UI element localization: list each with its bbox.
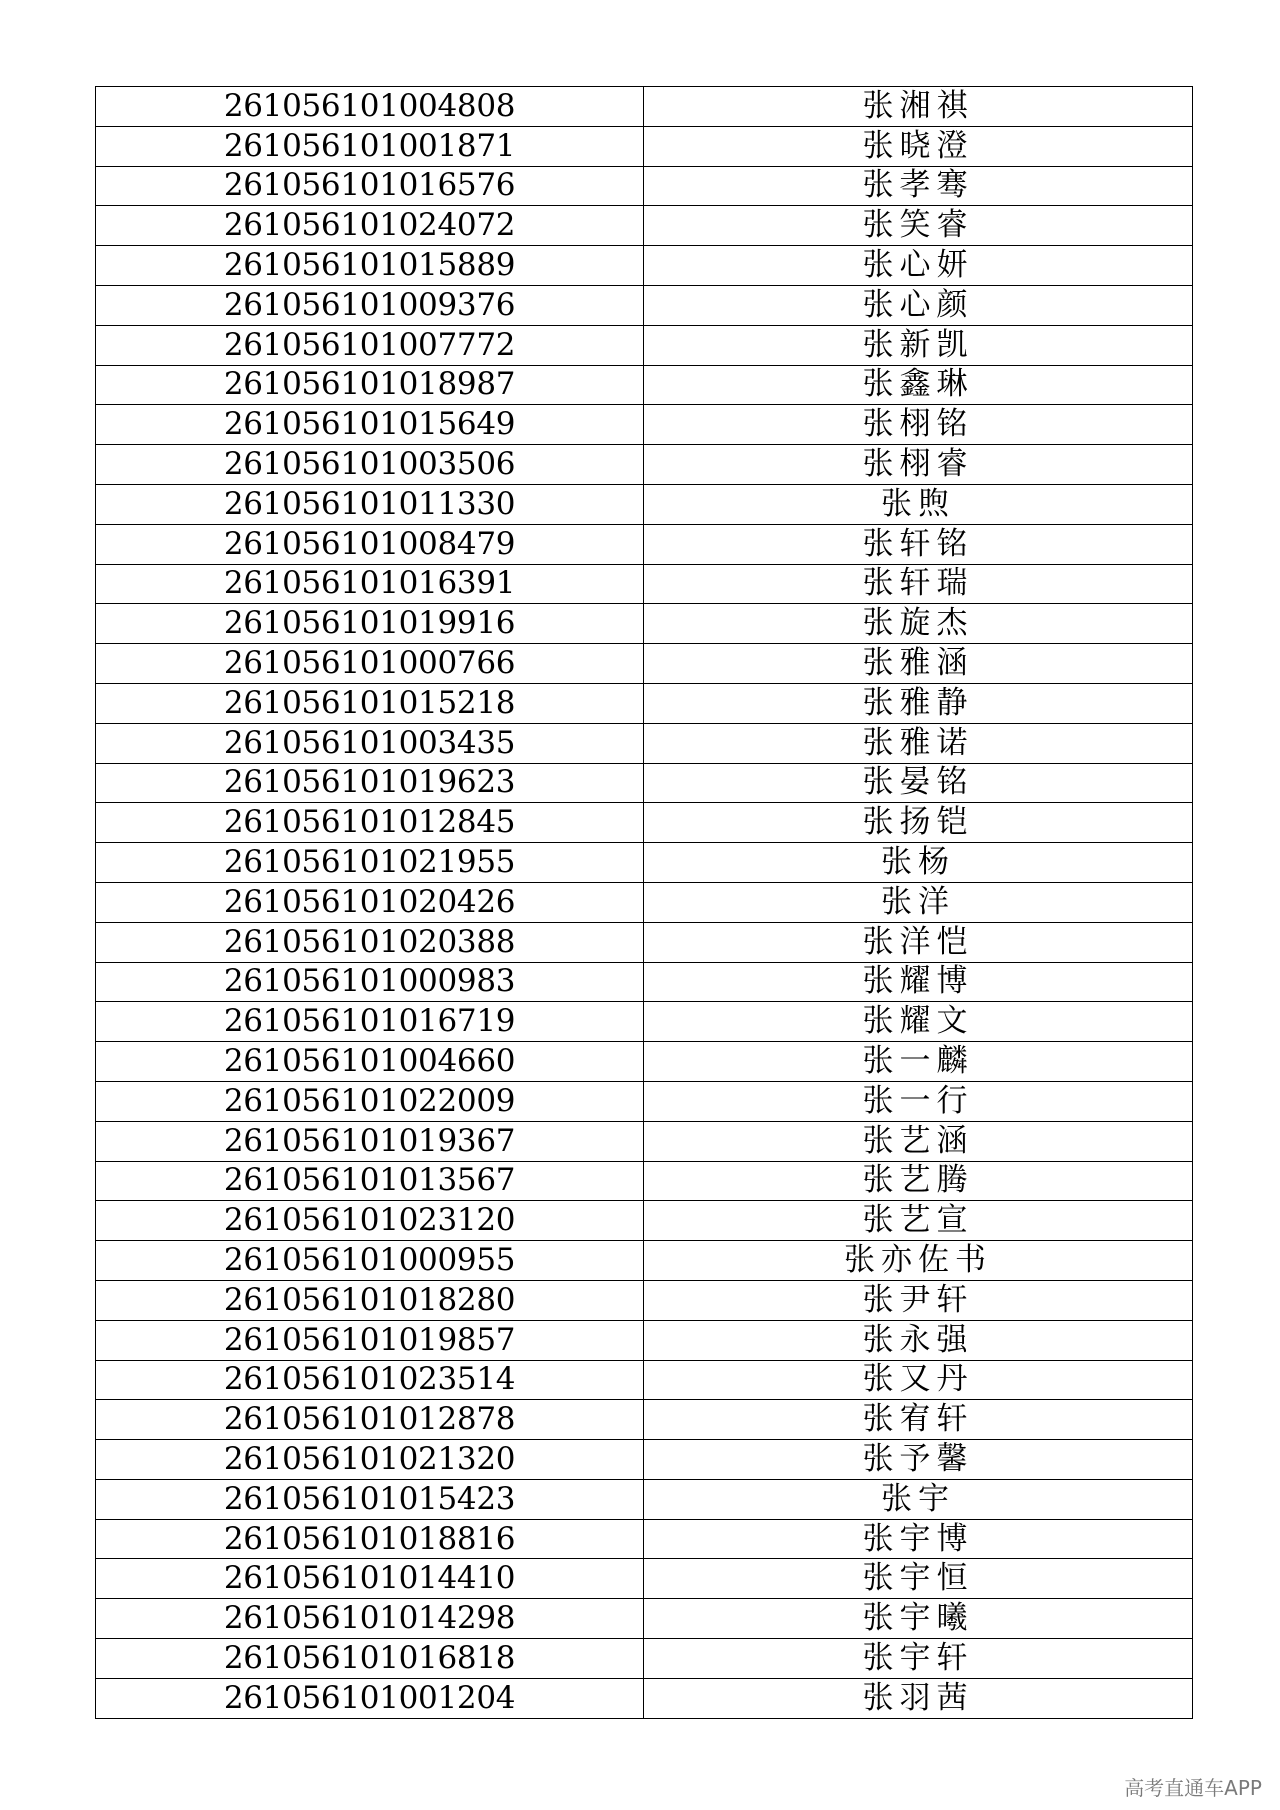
table-row — [96, 1479, 1193, 1519]
table-row — [96, 1400, 1193, 1440]
candidate-id-cell: 261056101014298 — [96, 1599, 644, 1639]
candidate-name-cell: 张洋恺 — [644, 922, 1193, 962]
candidate-id-cell: 261056101018816 — [96, 1519, 644, 1559]
table-row — [96, 1161, 1193, 1201]
candidate-id-cell: 261056101011330 — [96, 484, 644, 524]
table-row — [96, 1280, 1193, 1320]
candidate-id-cell: 261056101001204 — [96, 1678, 644, 1718]
candidate-name-cell: 张羽茜 — [644, 1678, 1193, 1718]
watermark-text: 高考直通车APP — [1124, 1776, 1262, 1800]
table-row — [96, 524, 1193, 564]
table-row — [96, 1678, 1193, 1718]
candidate-id-cell: 261056101016818 — [96, 1639, 644, 1679]
candidate-id-cell: 261056101014410 — [96, 1559, 644, 1599]
candidate-id-cell: 261056101019623 — [96, 763, 644, 803]
table-row — [96, 1360, 1193, 1400]
candidate-id-cell: 261056101020426 — [96, 882, 644, 922]
candidate-name-cell: 张耀博 — [644, 962, 1193, 1002]
table-row — [96, 445, 1193, 485]
candidate-name-cell: 张栩睿 — [644, 445, 1193, 485]
candidate-id-cell: 261056101009376 — [96, 285, 644, 325]
table-row — [96, 803, 1193, 843]
table-row — [96, 723, 1193, 763]
candidate-name-cell: 张雅诺 — [644, 723, 1193, 763]
candidate-name-cell: 张亦佐书 — [644, 1241, 1193, 1281]
candidate-id-cell: 261056101021955 — [96, 843, 644, 883]
table-row — [96, 1519, 1193, 1559]
candidate-id-cell: 261056101004808 — [96, 87, 644, 127]
candidate-id-cell: 261056101007772 — [96, 325, 644, 365]
candidate-id-cell: 261056101019916 — [96, 604, 644, 644]
table-row — [96, 843, 1193, 883]
candidate-id-cell: 261056101004660 — [96, 1042, 644, 1082]
candidate-name-cell: 张扬铠 — [644, 803, 1193, 843]
candidate-id-cell: 261056101019857 — [96, 1320, 644, 1360]
candidate-name-cell: 张晏铭 — [644, 763, 1193, 803]
table-body — [96, 87, 1193, 1719]
candidate-name-cell: 张心颜 — [644, 285, 1193, 325]
candidate-id-cell: 261056101008479 — [96, 524, 644, 564]
candidate-name-cell: 张又丹 — [644, 1360, 1193, 1400]
table-row — [96, 683, 1193, 723]
candidate-name-cell: 张洋 — [644, 882, 1193, 922]
candidate-name-cell: 张宇曦 — [644, 1599, 1193, 1639]
candidate-id-cell: 261056101023514 — [96, 1360, 644, 1400]
candidate-list-table — [95, 86, 1193, 1719]
candidate-name-cell: 张雅涵 — [644, 644, 1193, 684]
candidate-id-cell: 261056101023120 — [96, 1201, 644, 1241]
candidate-name-cell: 张雅静 — [644, 683, 1193, 723]
table-row — [96, 1440, 1193, 1480]
candidate-id-cell: 261056101018987 — [96, 365, 644, 405]
table-row — [96, 126, 1193, 166]
candidate-name-cell: 张予馨 — [644, 1440, 1193, 1480]
candidate-name-cell: 张杨 — [644, 843, 1193, 883]
candidate-name-cell: 张宇恒 — [644, 1559, 1193, 1599]
table-row — [96, 166, 1193, 206]
table-row — [96, 285, 1193, 325]
table-row — [96, 1042, 1193, 1082]
table-row — [96, 365, 1193, 405]
table-row — [96, 882, 1193, 922]
candidate-name-cell: 张宇博 — [644, 1519, 1193, 1559]
candidate-name-cell: 张新凯 — [644, 325, 1193, 365]
candidate-id-cell: 261056101012878 — [96, 1400, 644, 1440]
candidate-id-cell: 261056101003435 — [96, 723, 644, 763]
table-row — [96, 1002, 1193, 1042]
candidate-name-cell: 张艺腾 — [644, 1161, 1193, 1201]
candidate-name-cell: 张一行 — [644, 1081, 1193, 1121]
candidate-id-cell: 261056101015218 — [96, 683, 644, 723]
candidate-name-cell: 张栩铭 — [644, 405, 1193, 445]
candidate-id-cell: 261056101015649 — [96, 405, 644, 445]
candidate-name-cell: 张旋杰 — [644, 604, 1193, 644]
candidate-id-cell: 261056101016576 — [96, 166, 644, 206]
candidate-name-cell: 张宇轩 — [644, 1639, 1193, 1679]
candidate-name-cell: 张宥轩 — [644, 1400, 1193, 1440]
table-row — [96, 1201, 1193, 1241]
candidate-id-cell: 261056101013567 — [96, 1161, 644, 1201]
candidate-name-cell: 张鑫琳 — [644, 365, 1193, 405]
table-row — [96, 1639, 1193, 1679]
candidate-id-cell: 261056101012845 — [96, 803, 644, 843]
candidate-name-cell: 张心妍 — [644, 246, 1193, 286]
candidate-name-cell: 张轩瑞 — [644, 564, 1193, 604]
candidate-name-cell: 张孝骞 — [644, 166, 1193, 206]
table-row — [96, 1559, 1193, 1599]
candidate-name-cell: 张一麟 — [644, 1042, 1193, 1082]
table-row — [96, 644, 1193, 684]
table-row — [96, 763, 1193, 803]
table-row — [96, 1121, 1193, 1161]
table-row — [96, 962, 1193, 1002]
candidate-id-cell: 261056101000766 — [96, 644, 644, 684]
table-row — [96, 87, 1193, 127]
candidate-name-cell: 张轩铭 — [644, 524, 1193, 564]
candidate-id-cell: 261056101000955 — [96, 1241, 644, 1281]
table-row — [96, 564, 1193, 604]
candidate-name-cell: 张艺宣 — [644, 1201, 1193, 1241]
candidate-name-cell: 张煦 — [644, 484, 1193, 524]
candidate-name-cell: 张永强 — [644, 1320, 1193, 1360]
table-row — [96, 484, 1193, 524]
table-row — [96, 604, 1193, 644]
candidate-name-cell: 张湘祺 — [644, 87, 1193, 127]
candidate-id-cell: 261056101001871 — [96, 126, 644, 166]
candidate-name-cell: 张宇 — [644, 1479, 1193, 1519]
table-row — [96, 325, 1193, 365]
candidate-id-cell: 261056101024072 — [96, 206, 644, 246]
table-row — [96, 1599, 1193, 1639]
table-row — [96, 206, 1193, 246]
candidate-id-cell: 261056101016719 — [96, 1002, 644, 1042]
candidate-name-cell: 张尹轩 — [644, 1280, 1193, 1320]
candidate-id-cell: 261056101021320 — [96, 1440, 644, 1480]
candidate-id-cell: 261056101020388 — [96, 922, 644, 962]
candidate-id-cell: 261056101022009 — [96, 1081, 644, 1121]
candidate-id-cell: 261056101000983 — [96, 962, 644, 1002]
candidate-name-cell: 张晓澄 — [644, 126, 1193, 166]
candidate-id-cell: 261056101019367 — [96, 1121, 644, 1161]
table-row — [96, 1081, 1193, 1121]
candidate-id-cell: 261056101016391 — [96, 564, 644, 604]
candidate-id-cell: 261056101003506 — [96, 445, 644, 485]
candidate-name-cell: 张艺涵 — [644, 1121, 1193, 1161]
candidate-id-cell: 261056101018280 — [96, 1280, 644, 1320]
table-row — [96, 405, 1193, 445]
candidate-id-cell: 261056101015423 — [96, 1479, 644, 1519]
candidate-name-cell: 张笑睿 — [644, 206, 1193, 246]
candidate-name-cell: 张耀文 — [644, 1002, 1193, 1042]
candidate-id-cell: 261056101015889 — [96, 246, 644, 286]
table-row — [96, 922, 1193, 962]
table-row — [96, 1320, 1193, 1360]
table-row — [96, 246, 1193, 286]
table-row — [96, 1241, 1193, 1281]
